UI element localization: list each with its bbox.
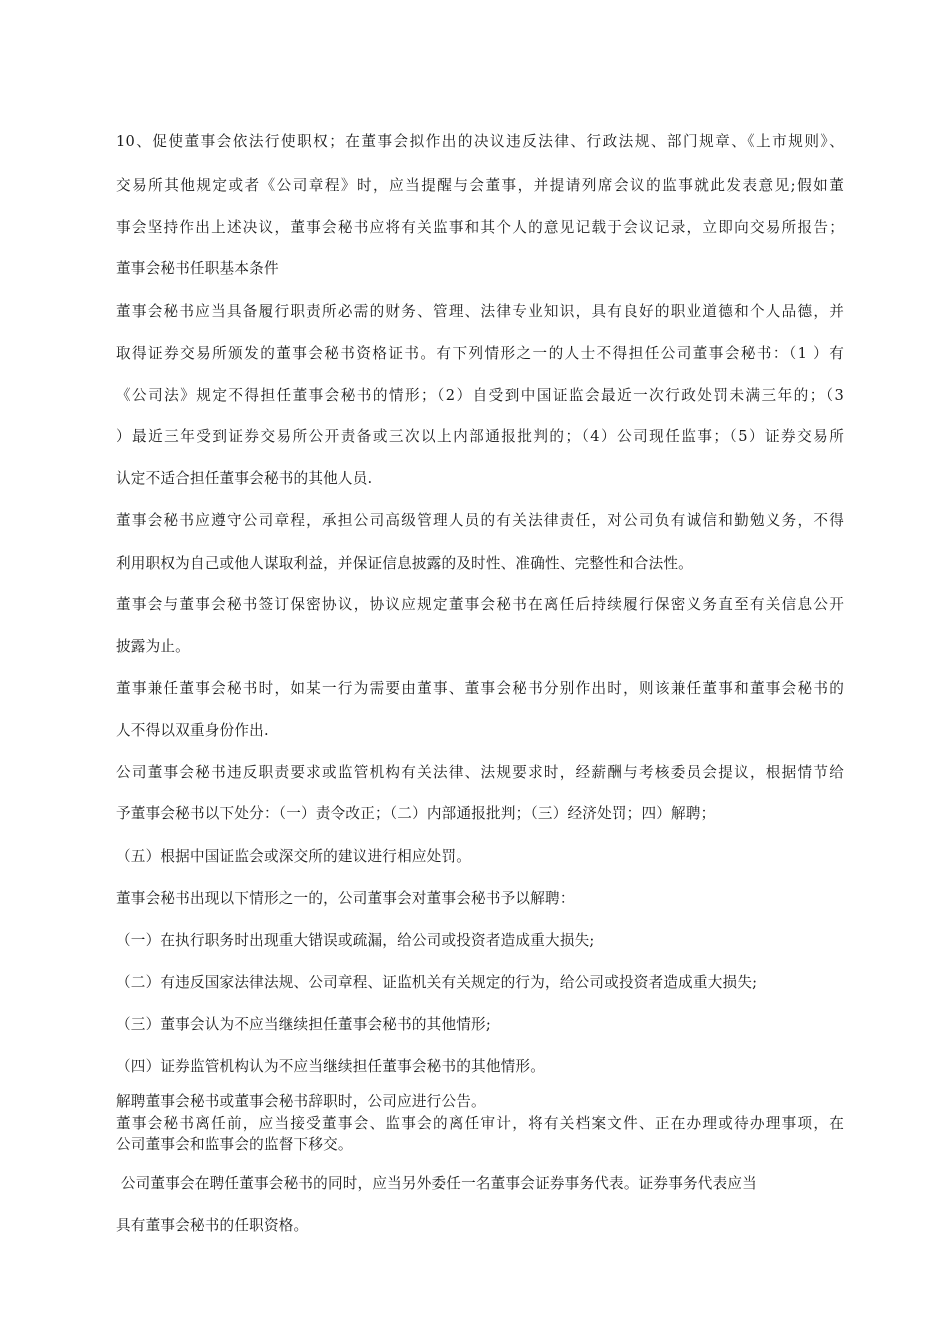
- text-line: 董事会与董事会秘书签订保密协议，协议应规定董事会秘书在离任后持续履行保密义务直至有关信息公开: [116, 596, 844, 613]
- text-line: 10、促使董事会依法行使职权；在董事会拟作出的决议违反法律、行政法规、部门规章、《上市规则》、: [116, 133, 844, 150]
- text-line: 披露为止。: [116, 638, 190, 655]
- list-item: （二）有违反国家法律法规、公司章程、证监机关有关规定的行为，给公司或投资者造成重大损失;: [116, 974, 758, 991]
- text-line: 董事会秘书应当具备履行职责所必需的财务、管理、法律专业知识，具有良好的职业道德和个人品德，并: [116, 303, 844, 320]
- list-item: （四）证券监管机构认为不应当继续担任董事会秘书的其他情形。: [116, 1058, 546, 1075]
- text-line: 公司董事会在聘任董事会秘书的同时，应当另外委任一名董事会证券事务代表。证券事务代表应当: [116, 1175, 757, 1192]
- text-line: 具有董事会秘书的任职资格。: [116, 1217, 309, 1234]
- text-line: 事会坚持作出上述决议，董事会秘书应将有关监事和其个人的意见记载于会议记录，立即向交易所报告；: [116, 219, 844, 236]
- text-line: 取得证券交易所颁发的董事会秘书资格证书。有下列情形之一的人士不得担任公司董事会秘书：（1 ）有: [116, 345, 844, 362]
- text-line: 利用职权为自己或他人谋取利益，并保证信息披露的及时性、准确性、完整性和合法性。: [116, 555, 693, 572]
- text-line: 董事会秘书离任前，应当接受董事会、监事会的离任审计，将有关档案文件、正在办理或待办理事项，在: [116, 1115, 844, 1132]
- text-line: 交易所其他规定或者《公司章程》时，应当提醒与会董事，并提请列席会议的监事就此发表意见;假如董: [116, 177, 844, 194]
- text-line: （五）根据中国证监会或深交所的建议进行相应处罚。: [116, 848, 472, 865]
- text-line: 董事会秘书应遵守公司章程，承担公司高级管理人员的有关法律责任，对公司负有诚信和勤勉义务，不得: [116, 512, 844, 529]
- text-line: 董事会秘书出现以下情形之一的，公司董事会对董事会秘书予以解聘：: [116, 890, 575, 907]
- text-line: 人不得以双重身份作出.: [116, 722, 269, 739]
- text-line: 认定不适合担任董事会秘书的其他人员.: [116, 470, 373, 487]
- text-line: 公司董事会和监事会的监督下移交。: [116, 1136, 353, 1153]
- text-line: 解聘董事会秘书或董事会秘书辞职时，公司应进行公告。: [116, 1093, 486, 1110]
- text-line: 《公司法》规定不得担任董事会秘书的情形；（2）自受到中国证监会最近一次行政处罚未满三年的；（3: [116, 387, 844, 404]
- text-line: ）最近三年受到证券交易所公开责备或三次以上内部通报批判的；（4）公司现任监事；（5）证券交易所: [116, 428, 844, 445]
- section-heading: 董事会秘书任职基本条件: [116, 260, 279, 277]
- text-line: 予董事会秘书以下处分：（一）责令改正；（二）内部通报批判；（三）经济处罚；四）解聘；: [116, 805, 716, 822]
- list-item: （三）董事会认为不应当继续担任董事会秘书的其他情形;: [116, 1016, 491, 1033]
- text-line: 董事兼任董事会秘书时，如某一行为需要由董事、董事会秘书分别作出时，则该兼任董事和董事会秘书的: [116, 680, 844, 697]
- list-item: （一）在执行职务时出现重大错误或疏漏，给公司或投资者造成重大损失;: [116, 932, 595, 949]
- text-line: 公司董事会秘书违反职责要求或监管机构有关法律、法规要求时，经薪酬与考核委员会提议，根据情节给: [116, 764, 844, 781]
